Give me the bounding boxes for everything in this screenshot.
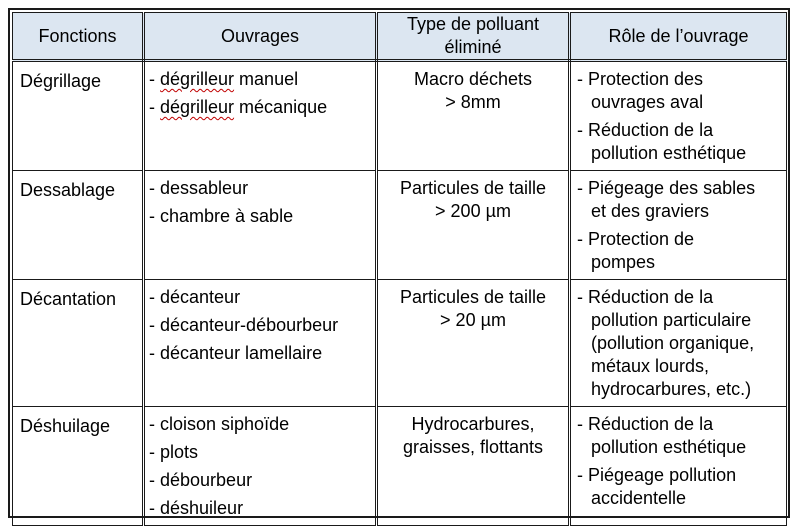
ouvrage-name: dégrilleur	[160, 97, 235, 117]
list-item	[577, 119, 786, 165]
roles-list	[571, 62, 786, 165]
ouvrage-name: cloison siphoïde	[160, 414, 290, 434]
role-line: et des graviers	[591, 201, 710, 221]
role-line: - Piégeage pollution	[577, 465, 737, 485]
table-row	[13, 280, 787, 407]
list-item	[149, 342, 375, 365]
ouvrage-prefix: -	[149, 470, 160, 490]
list-item	[149, 96, 375, 119]
ouvrage-prefix: -	[149, 498, 160, 518]
role-line: pollution esthétique	[591, 143, 747, 163]
polluant-line: graisses, flottants	[402, 437, 544, 457]
roles-list	[571, 280, 786, 401]
cell-role	[570, 61, 787, 171]
ouvrage-prefix: -	[149, 442, 160, 462]
polluant-line: Hydrocarbures,	[411, 414, 535, 434]
list-item	[149, 314, 375, 337]
list-item	[149, 469, 375, 492]
ouvrage-name: dégrilleur	[160, 69, 235, 89]
cell-ouvrages	[144, 171, 377, 280]
header-type-polluant	[377, 13, 570, 61]
fonction-label: Dégrillage	[20, 71, 102, 91]
list-item	[149, 497, 375, 520]
ouvrage-prefix: -	[149, 343, 160, 363]
header-type-line2: éliminé	[444, 37, 502, 57]
polluant-line: Macro déchets	[413, 69, 533, 89]
header-ouvrages: Ouvrages	[144, 13, 377, 61]
header-type-line1: Type de polluant	[406, 14, 540, 34]
ouvrage-prefix: -	[149, 315, 160, 335]
fonction-label: Dessablage	[20, 180, 116, 200]
role-line: - Réduction de la	[577, 287, 714, 307]
header-fonctions: Fonctions	[13, 13, 144, 61]
role-line: - Réduction de la	[577, 120, 714, 140]
polluant-line: Particules de taille	[399, 287, 547, 307]
cell-fonction	[13, 280, 144, 407]
polluant-line: > 20 µm	[440, 310, 506, 330]
ouvrage-name: déshuileur	[160, 498, 244, 518]
list-item	[577, 413, 786, 459]
cell-role	[570, 407, 787, 526]
ouvrage-name: décanteur	[160, 287, 241, 307]
list-item	[577, 177, 786, 223]
role-line: (pollution organique,	[591, 333, 755, 353]
fonction-label: Décantation	[20, 289, 117, 309]
list-item	[577, 464, 786, 510]
table-row	[13, 171, 787, 280]
ouvrages-list	[145, 171, 375, 228]
ouvrage-prefix: -	[149, 97, 160, 117]
polluant-line: Particules de taille	[399, 178, 547, 198]
ouvrage-prefix: -	[149, 178, 160, 198]
cell-role	[570, 171, 787, 280]
ouvrage-prefix: -	[149, 287, 160, 307]
cell-polluant	[377, 407, 570, 526]
ouvrage-name: dessableur	[160, 178, 249, 198]
list-item	[149, 413, 375, 436]
list-item	[577, 228, 786, 274]
list-item	[577, 286, 786, 401]
list-item	[149, 205, 375, 228]
ouvrage-suffix: manuel	[234, 69, 299, 89]
role-line: hydrocarbures, etc.)	[591, 379, 752, 399]
list-item	[149, 286, 375, 309]
treatment-functions-table	[12, 12, 787, 526]
role-line: - Protection de	[577, 229, 695, 249]
ouvrages-list	[145, 280, 375, 365]
cell-fonction	[13, 61, 144, 171]
role-line: métaux lourds,	[591, 356, 710, 376]
ouvrage-name: débourbeur	[160, 470, 253, 490]
table-row	[13, 407, 787, 526]
role-line: pompes	[591, 252, 656, 272]
polluant-line: > 8mm	[445, 92, 501, 112]
cell-polluant	[377, 61, 570, 171]
ouvrage-prefix: -	[149, 414, 160, 434]
cell-fonction	[13, 407, 144, 526]
cell-fonction	[13, 171, 144, 280]
ouvrages-list	[145, 62, 375, 119]
ouvrage-name: chambre à sable	[160, 206, 294, 226]
cell-polluant	[377, 171, 570, 280]
table-row	[13, 61, 787, 171]
list-item	[149, 177, 375, 200]
header-role: Rôle de l’ouvrage	[570, 13, 787, 61]
ouvrage-name: décanteur-débourbeur	[160, 315, 339, 335]
ouvrage-prefix: -	[149, 69, 160, 89]
role-line: ouvrages aval	[591, 92, 704, 112]
role-line: - Protection des	[577, 69, 704, 89]
list-item	[149, 441, 375, 464]
role-line: - Réduction de la	[577, 414, 714, 434]
ouvrage-name: décanteur lamellaire	[160, 343, 323, 363]
cell-role	[570, 280, 787, 407]
role-line: - Piégeage des sables	[577, 178, 756, 198]
list-item	[577, 68, 786, 114]
cell-polluant	[377, 280, 570, 407]
fonction-label: Déshuilage	[20, 416, 111, 436]
role-line: accidentelle	[591, 488, 687, 508]
ouvrage-suffix: mécanique	[234, 97, 328, 117]
header-row	[13, 13, 787, 61]
cell-ouvrages	[144, 61, 377, 171]
list-item	[149, 68, 375, 91]
cell-ouvrages	[144, 407, 377, 526]
ouvrage-prefix: -	[149, 206, 160, 226]
ouvrages-list	[145, 407, 375, 520]
roles-list	[571, 407, 786, 510]
roles-list	[571, 171, 786, 274]
polluant-line: > 200 µm	[435, 201, 511, 221]
cell-ouvrages	[144, 280, 377, 407]
ouvrage-name: plots	[160, 442, 199, 462]
role-line: pollution particulaire	[591, 310, 752, 330]
role-line: pollution esthétique	[591, 437, 747, 457]
